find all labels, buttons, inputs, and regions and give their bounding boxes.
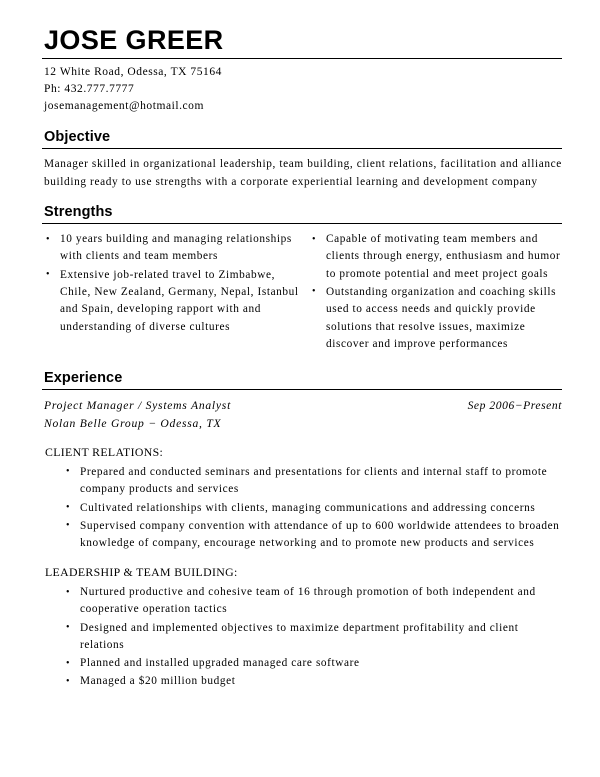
list-item: • Prepared and conducted seminars and presentations for clients and internal staff to promote company products and services — [66, 464, 562, 499]
strengths-list-right — [311, 231, 562, 353]
strengths-divider — [42, 223, 562, 224]
list-item: • Capable of motivating team members and clients through energy, enthusiasm and humor to promote potential and meet project goals — [311, 231, 562, 283]
list-item: • Managed a $20 million budget — [66, 673, 562, 690]
section-strengths — [42, 204, 562, 354]
job-dates: Sep 2006−Present — [467, 399, 562, 413]
job-title: Project Manager / Systems Analyst — [44, 399, 232, 413]
strengths-list-left — [44, 231, 303, 336]
strengths-columns — [44, 231, 562, 354]
experience-groups — [42, 444, 562, 690]
job-header — [44, 397, 562, 414]
experience-list-client-relations — [42, 464, 562, 552]
job-company: Nolan Belle Group − Odessa, TX — [44, 416, 222, 430]
list-item: • 10 years building and managing relationships with clients and team members — [44, 231, 303, 266]
list-item: • Extensive job-related travel to Zimbabwe, Chile, New Zealand, Germany, Nepal, Istanbul and Spain, developing rapport with and understanding of diverse cultures — [44, 267, 303, 336]
contact-phone: Ph: 432.777.7777 — [44, 83, 135, 96]
experience-subheading: LEADERSHIP & TEAM BUILDING: — [45, 565, 238, 580]
section-title-strengths: Strengths — [44, 203, 113, 220]
strengths-column-left — [44, 231, 311, 337]
list-item: • Outstanding organization and coaching skills used to access needs and quickly provide solutions that resolve issues, maximize discover and improve performances — [311, 284, 562, 353]
list-item: • Nurtured productive and cohesive team of 16 through promotion of both independent and cooperative operation tactics — [66, 584, 562, 619]
list-item: • Planned and installed upgraded managed care software — [66, 655, 562, 672]
experience-group-leadership — [42, 564, 562, 690]
candidate-name: JOSE GREER — [44, 25, 224, 55]
resume-header — [42, 26, 562, 115]
list-item: • Supervised company convention with attendance of up to 600 worldwide attendees to broaden knowledge of company, encourage networking and to promote new products and services — [66, 518, 562, 553]
experience-list-leadership — [42, 584, 562, 691]
experience-group-client-relations — [42, 444, 562, 552]
objective-divider — [42, 148, 562, 149]
contact-email: josemanagement@hotmail.com — [44, 100, 204, 113]
section-objective — [42, 129, 562, 191]
list-item: • Cultivated relationships with clients, managing communications and addressing concerns — [66, 500, 562, 517]
experience-subheading: CLIENT RELATIONS: — [45, 445, 164, 460]
header-divider — [42, 58, 562, 59]
resume-content — [42, 26, 562, 692]
section-title-objective: Objective — [44, 129, 111, 146]
contact-address: 12 White Road, Odessa, TX 75164 — [44, 66, 222, 79]
objective-text: Manager skilled in organizational leadership, team building, client relations, facilitation and alliance building ready to use strengths with a corporate experiential learning and development company — [44, 158, 562, 188]
experience-divider — [42, 389, 562, 390]
section-experience — [42, 370, 562, 691]
section-title-experience: Experience — [44, 370, 123, 387]
strengths-column-right — [311, 231, 562, 354]
list-item: • Designed and implemented objectives to maximize department profitability and client relations — [66, 620, 562, 655]
